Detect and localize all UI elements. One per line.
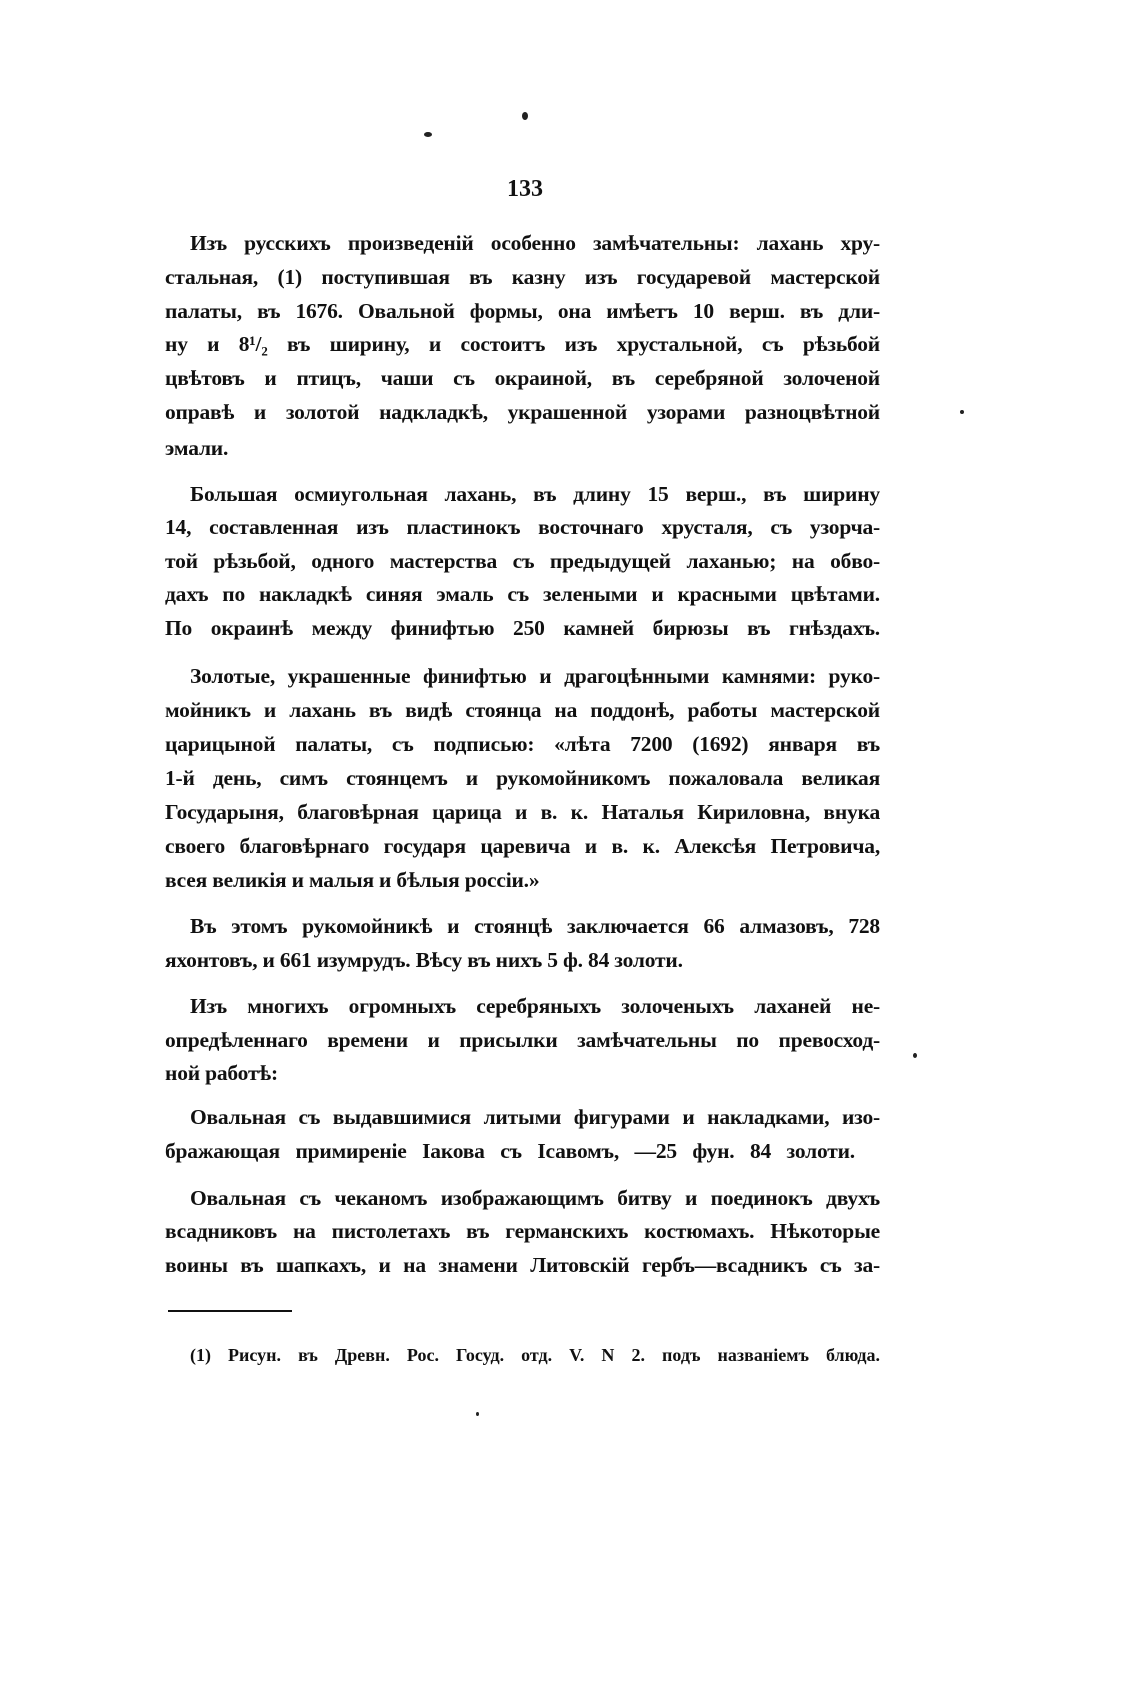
- text-line: Золотые, украшенные финифтью и драгоцѣнными камнями: руко-: [190, 664, 880, 688]
- text-line: По окраинѣ между финифтью 250 камней бирюзы въ гнѣздахъ.: [165, 616, 880, 640]
- text-line: дахъ по накладкѣ синяя эмаль съ зелеными и красными цвѣтами.: [165, 582, 880, 606]
- text-line: эмали.: [165, 436, 229, 460]
- text-line: Въ этомъ рукомойникѣ и стоянцѣ заключается 66 алмазовъ, 728: [190, 914, 880, 938]
- text-line: всея великія и малыя и бѣлыя россіи.»: [165, 868, 540, 892]
- text-line: царицыной палаты, съ подписью: «лѣта 7200 (1692) января въ: [165, 732, 880, 756]
- text-line: цвѣтовъ и птицъ, чаши съ окраиной, въ серебряной золоченой: [165, 366, 880, 390]
- text-line: опредѣленнаго времени и присылки замѣчательны по превосход-: [165, 1028, 880, 1052]
- text-line: Овальная съ чеканомъ изображающимъ битву и поединокъ двухъ: [190, 1186, 880, 1210]
- text-line: оправѣ и золотой надкладкѣ, украшенной узорами разноцвѣтной: [165, 400, 880, 424]
- page-number: 133: [507, 176, 543, 202]
- scan-speck: [424, 132, 432, 137]
- text-line: палаты, въ 1676. Овальной формы, она имѣетъ 10 верш. въ дли-: [165, 299, 880, 323]
- footnote-divider: [168, 1310, 292, 1312]
- text-line: бражающая примиреніе Іакова съ Ісавомъ, —25 фун. 84 золоти.: [165, 1139, 855, 1163]
- text-line: яхонтовъ, и 661 изумрудъ. Вѣсу въ нихъ 5 ф. 84 золоти.: [165, 948, 683, 972]
- text-line: Изъ многихъ огромныхъ серебряныхъ золоченыхъ лаханей не-: [190, 994, 880, 1018]
- text-line: 14, составленная изъ пластинокъ восточнаго хрусталя, съ узорча-: [165, 515, 880, 539]
- scan-speck: [913, 1053, 917, 1058]
- scan-speck: [522, 112, 528, 120]
- scan-speck: [476, 1412, 479, 1416]
- text-line: Большая осмиугольная лахань, въ длину 15 верш., въ ширину: [190, 482, 880, 506]
- text-line: своего благовѣрнаго государя царевича и в. к. Алексѣя Петровича,: [165, 834, 880, 858]
- text-line: всадниковъ на пистолетахъ въ германскихъ костюмахъ. Нѣкоторые: [165, 1219, 880, 1243]
- scan-speck: [960, 410, 964, 414]
- text-line: Овальная съ выдавшимися литыми фигурами и накладками, изо-: [190, 1105, 880, 1129]
- text-line: мойникъ и лахань въ видѣ стоянца на поддонѣ, работы мастерской: [165, 698, 880, 722]
- text-line: 1-й день, симъ стоянцемъ и рукомойникомъ пожаловала великая: [165, 766, 880, 790]
- footnote: (1) Рисун. въ Древн. Рос. Госуд. отд. V. N 2. подъ названіемъ блюда.: [190, 1345, 880, 1365]
- text-line: ну и 8¹/₂ въ ширину, и состоитъ изъ хрустальной, съ рѣзьбой: [165, 332, 880, 356]
- text-line: стальная, (1) поступившая въ казну изъ государевой мастерской: [165, 265, 880, 289]
- text-line: той рѣзьбой, одного мастерства съ предыдущей лаханью; на обво-: [165, 549, 880, 573]
- text-line: Изъ русскихъ произведеній особенно замѣчательны: лахань хру-: [190, 231, 880, 255]
- text-line: воины въ шапкахъ, и на знамени Литовскій гербъ—всадникъ съ за-: [165, 1253, 880, 1277]
- text-line: Государыня, благовѣрная царица и в. к. Наталья Кириловна, внука: [165, 800, 880, 824]
- text-line: ной работѣ:: [165, 1061, 278, 1085]
